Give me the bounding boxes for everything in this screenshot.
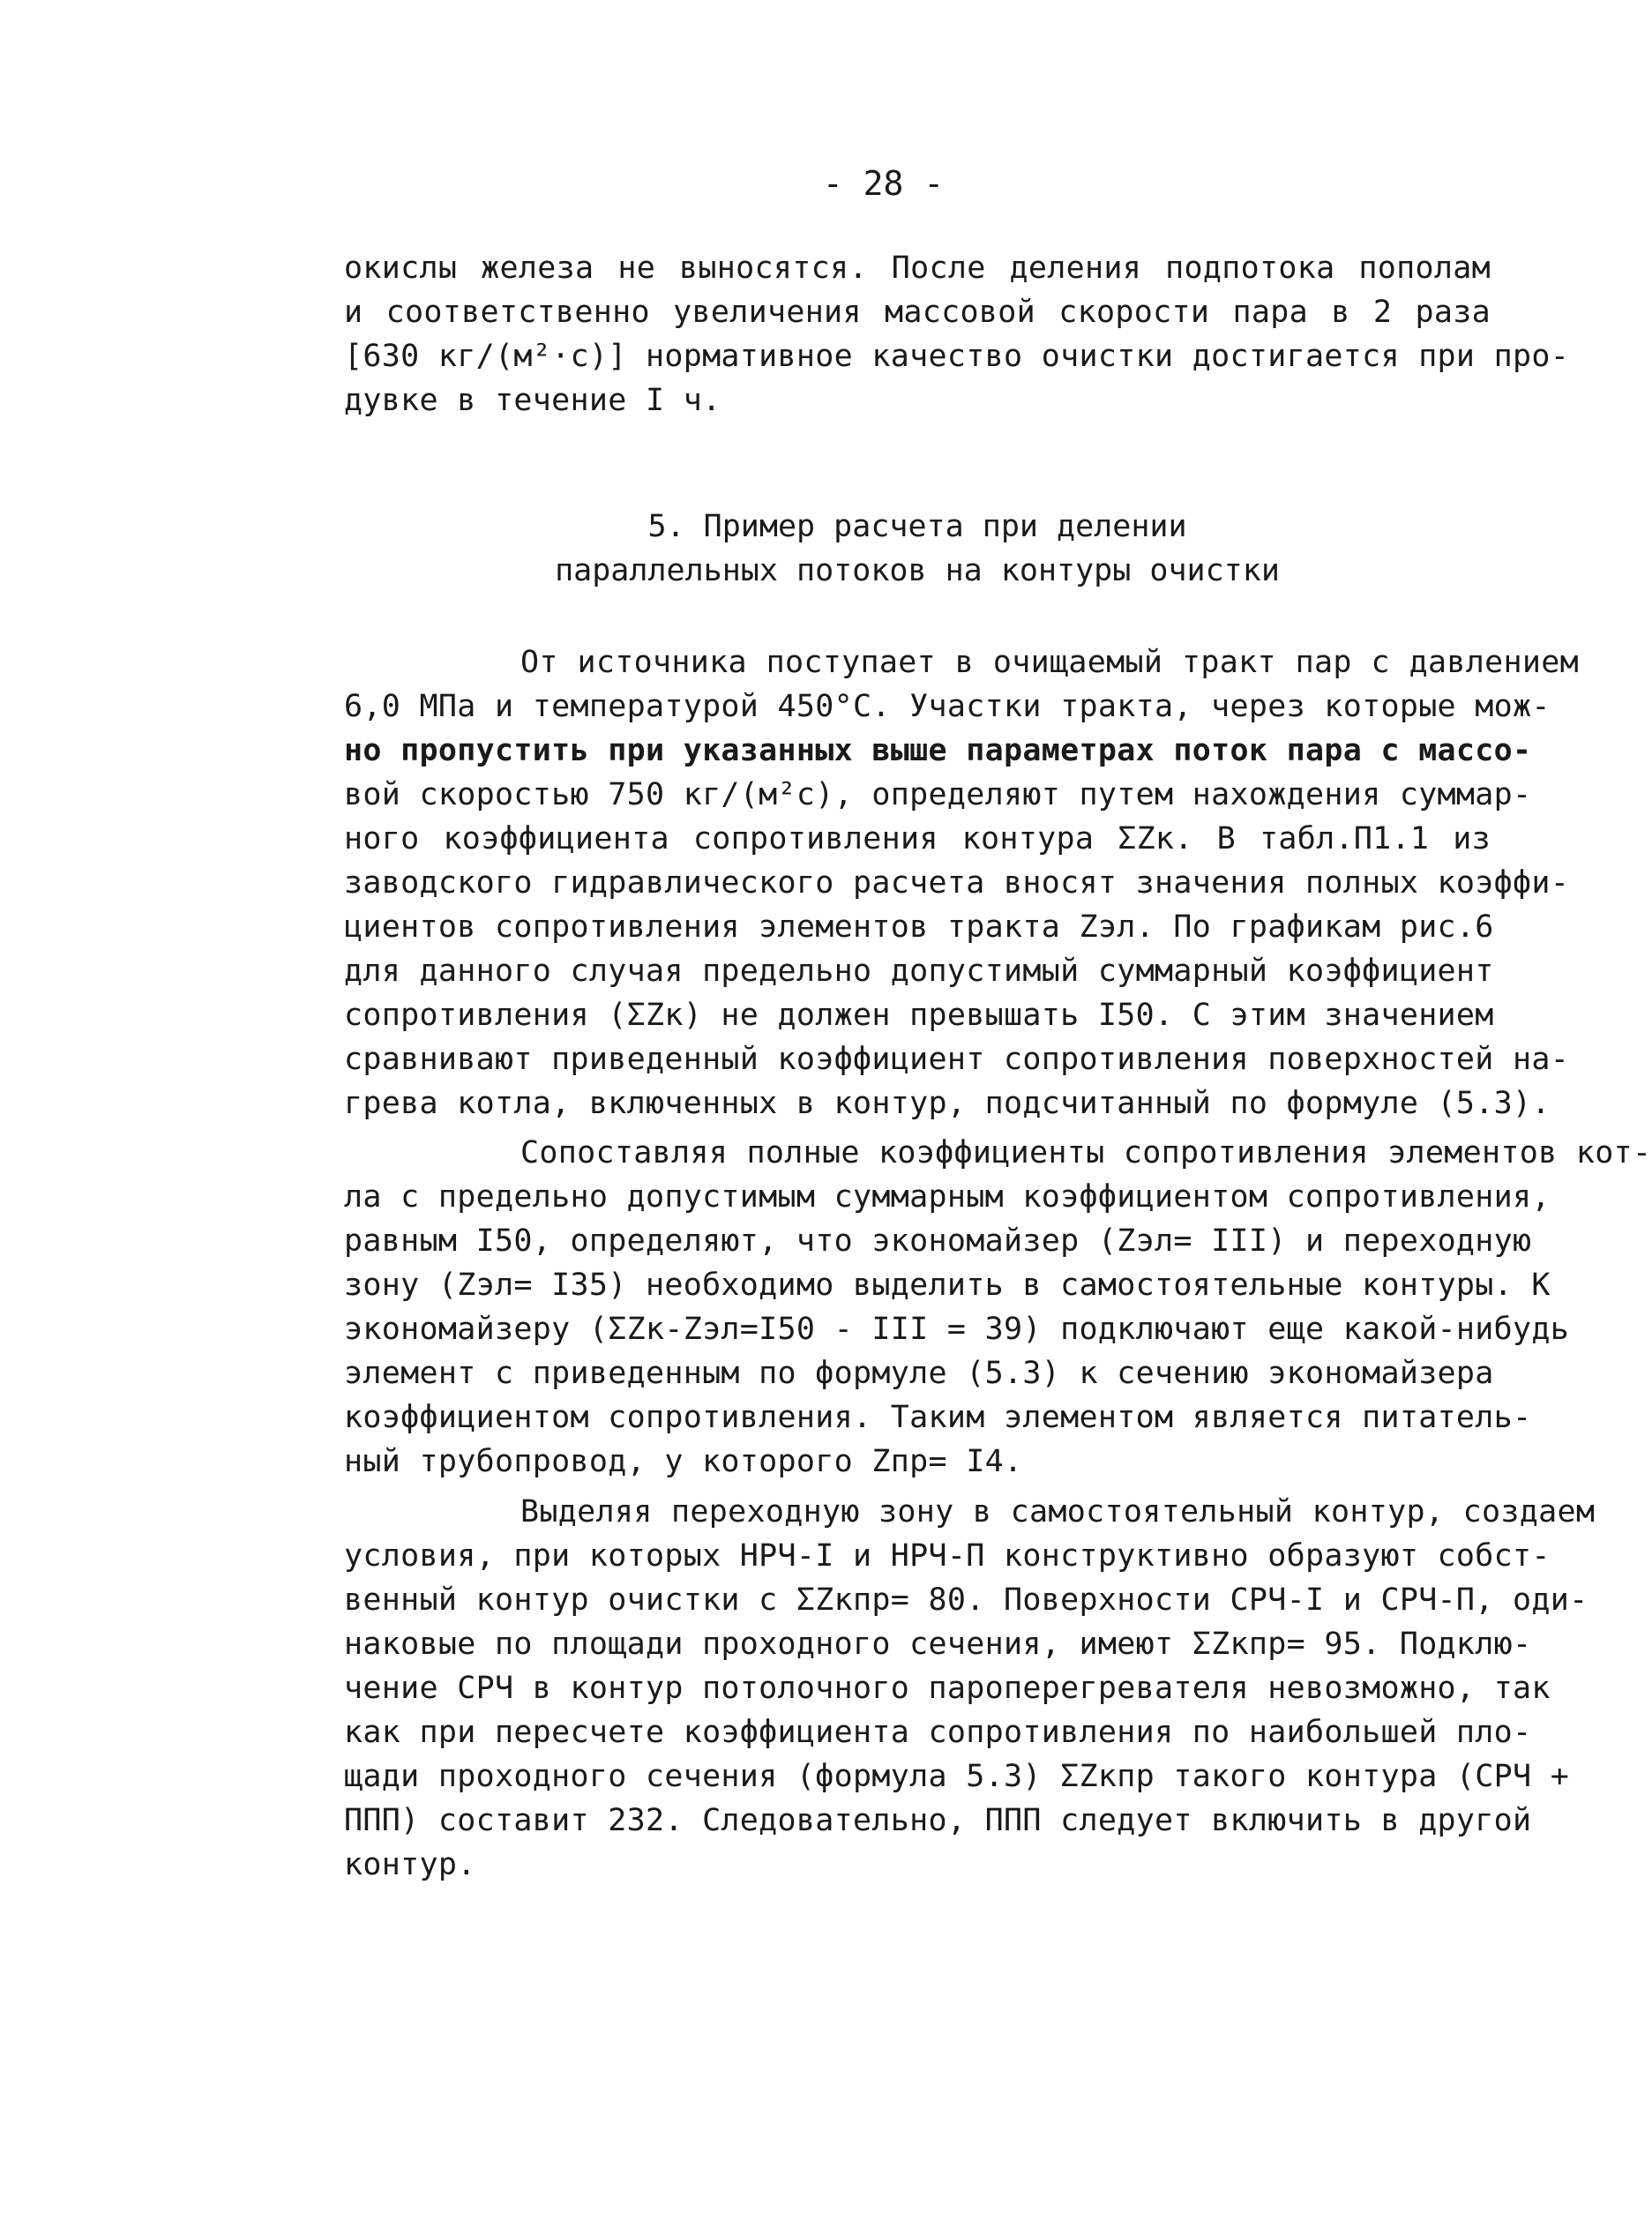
text-line: и соответственно увеличения массовой скорости пара в 2 раза: [344, 295, 1491, 330]
text-line: ного коэффициента сопротивления контура ΣZк. В табл.П1.1 из: [344, 821, 1491, 856]
text-line: окислы железа не выносятся. После деления подпотока пополам: [344, 251, 1491, 286]
text-line: циентов сопротивления элементов тракта Zэл. По графикам рис.6: [344, 909, 1494, 945]
text-line: для данного случая предельно допустимый суммарный коэффициент: [344, 954, 1494, 989]
text-line: щади проходного сечения (формула 5.3) ΣZкпр такого контура (СРЧ +: [344, 1759, 1570, 1794]
text-line: Сопоставляя полные коэффициенты сопротивления элементов кот-: [520, 1135, 1652, 1171]
text-line: контур.: [344, 1847, 476, 1882]
text-line: [630 кг/(м²·с)] нормативное качество очистки достигается при про-: [344, 339, 1570, 374]
text-line: От источника поступает в очищаемый тракт пар с давлением: [520, 645, 1579, 680]
text-line: условия, при которых НРЧ-I и НРЧ-П конструктивно образуют собст-: [344, 1538, 1551, 1574]
text-line: венный контур очистки с ΣZкпр= 80. Поверхности СРЧ-I и СРЧ-П, оди-: [344, 1582, 1588, 1618]
text-line: 6,0 МПа и температурой 450°С. Участки тракта, через которые мож-: [344, 689, 1551, 724]
text-line: чение СРЧ в контур потолочного пароперегревателя невозможно, так: [344, 1671, 1551, 1706]
text-line: наковые по площади проходного сечения, имеют ΣZкпр= 95. Подклю-: [344, 1627, 1532, 1662]
text-line: грева котла, включенных в контур, подсчитанный по формуле (5.3).: [344, 1086, 1551, 1121]
text-line: равным I50, определяют, что экономайзер (Zэл= III) и переходную: [344, 1223, 1532, 1259]
text-line: ла с предельно допустимым суммарным коэффициентом сопротивления,: [344, 1179, 1551, 1215]
text-line: вой скоростью 750 кг/(м²с), определяют путем нахождения суммар-: [344, 777, 1532, 812]
text-line: ППП) составит 232. Следовательно, ППП следует включить в другой: [344, 1803, 1532, 1838]
text-line: Выделяя переходную зону в самостоятельный контур, создаем: [520, 1494, 1596, 1530]
text-line: но пропустить при указанных выше параметрах поток пара с массо-: [344, 733, 1532, 768]
text-line: зону (Zэл= I35) необходимо выделить в самостоятельные контуры. К: [344, 1268, 1551, 1303]
text-line: экономайзеру (ΣZк-Zэл=I50 - III = 39) подключают еще какой-нибудь: [344, 1312, 1570, 1347]
section-heading-line: параллельных потоков на контуры очистки: [555, 553, 1280, 588]
section-heading-line: 5. Пример расчета при делении: [647, 509, 1187, 544]
text-line: дувке в течение I ч.: [344, 383, 721, 418]
text-line: сопротивления (ΣZк) не должен превышать I50. С этим значением: [344, 998, 1494, 1033]
text-line: ный трубопровод, у которого Zпр= I4.: [344, 1444, 1023, 1479]
text-line: сравнивают приведенный коэффициент сопротивления поверхностей на-: [344, 1042, 1570, 1077]
text-line: заводского гидравлического расчета вносят значения полных коэффи-: [344, 865, 1570, 901]
text-line: коэффициентом сопротивления. Таким элементом является питатель-: [344, 1400, 1532, 1435]
page-number: - 28 -: [822, 164, 945, 203]
text-line: как при пересчете коэффициента сопротивления по наибольшей пло-: [344, 1715, 1532, 1750]
text-line: элемент с приведенным по формуле (5.3) к сечению экономайзера: [344, 1356, 1494, 1391]
